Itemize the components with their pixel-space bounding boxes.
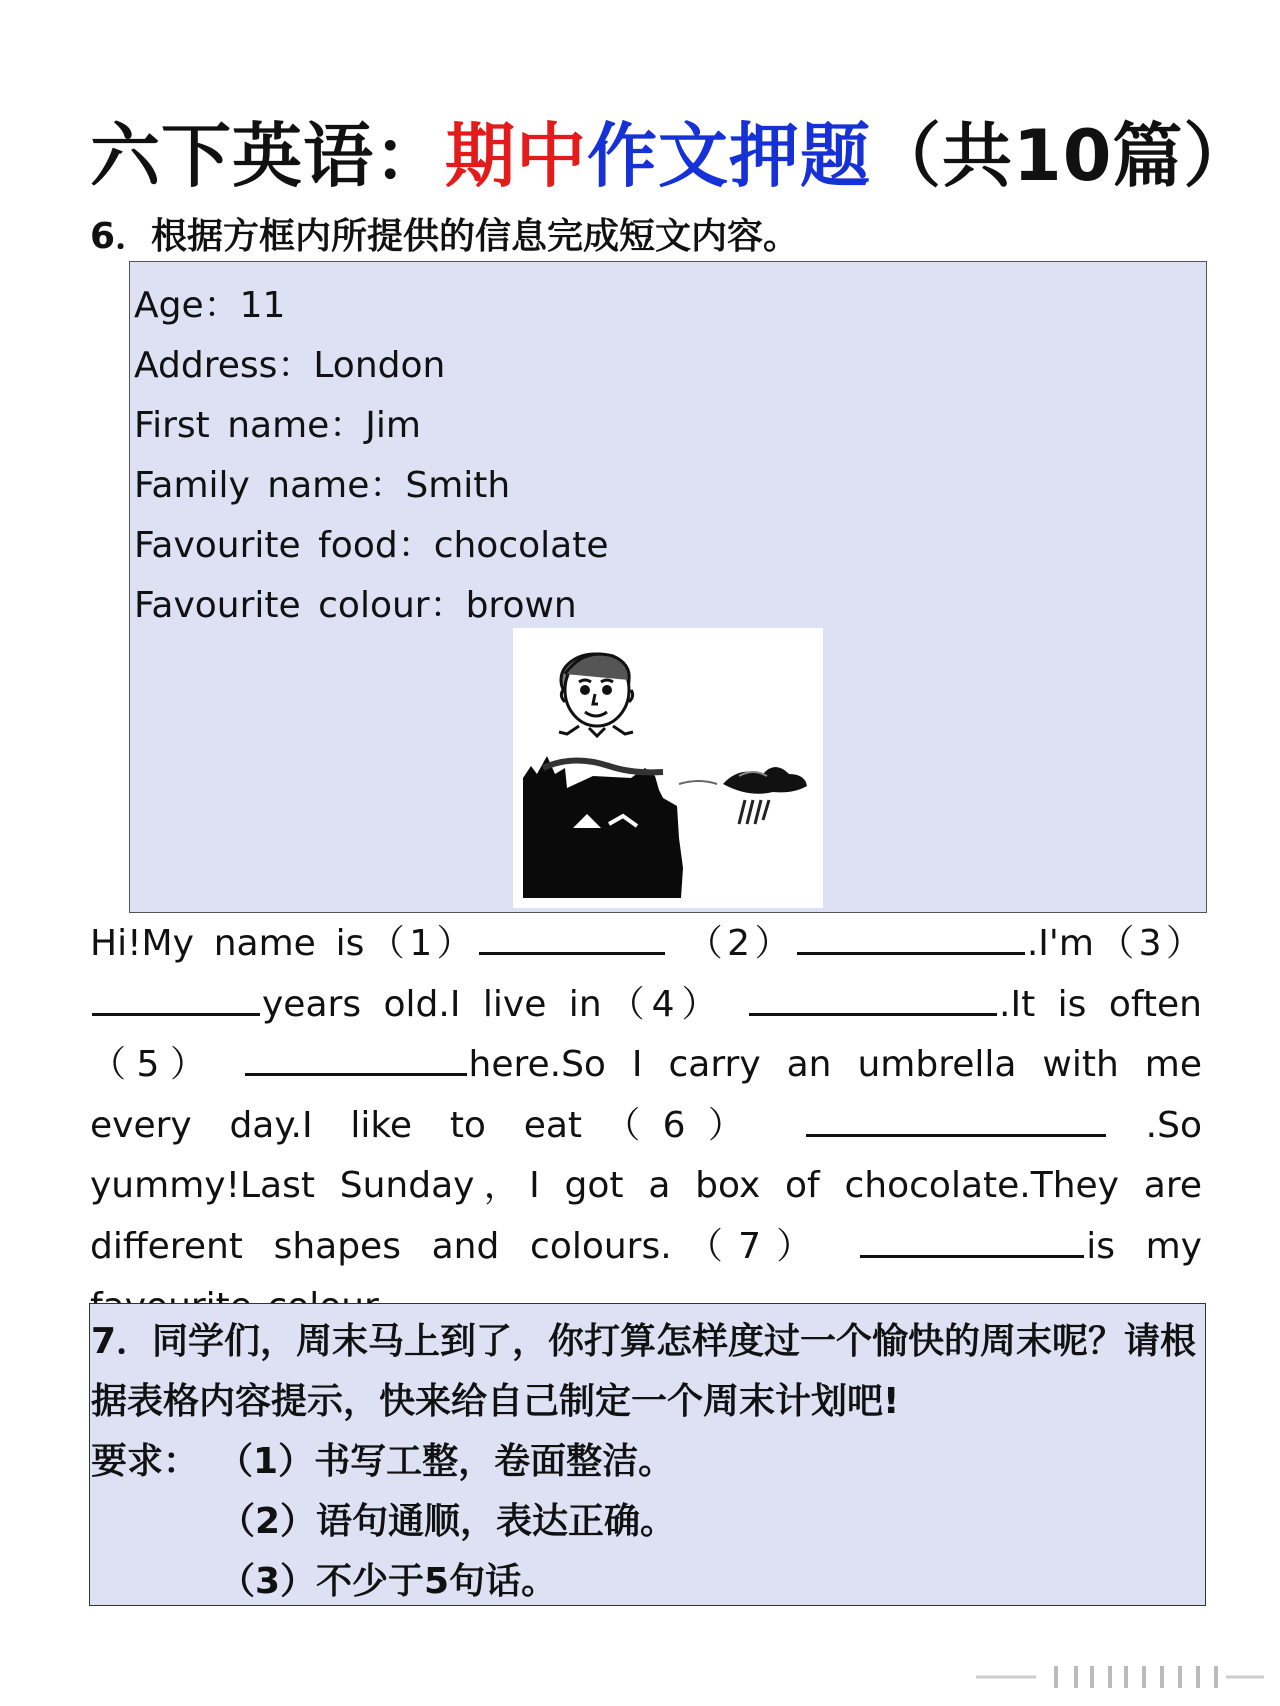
blank-4[interactable]: [749, 979, 997, 1016]
passage-text-4: years old.I live in（4）: [262, 983, 725, 1025]
requirement-row-1: [91, 1432, 1201, 1492]
requirements-label: 要求：: [91, 1441, 200, 1482]
page-title: [90, 100, 1254, 201]
info-list: [134, 276, 608, 636]
blank-1[interactable]: [479, 918, 665, 955]
passage-text-8: is my: [1086, 1225, 1202, 1267]
blank-6[interactable]: [806, 1100, 1106, 1137]
requirement-1: （1）书写工整，卷面整洁。: [217, 1441, 675, 1482]
blank-7[interactable]: [860, 1221, 1084, 1258]
passage-text-6: here.So I carry an umbrella with me every day.I like to eat（6）: [90, 1044, 1202, 1146]
title-part-midterm: 期中: [445, 115, 587, 197]
tower-bridge-icon: [523, 756, 683, 898]
info-family-name: Family name：Smith: [134, 465, 511, 506]
blank-5[interactable]: [245, 1039, 467, 1076]
rain-cloud-icon: [679, 767, 807, 824]
passage-text-3: .I'm（3）: [1026, 923, 1202, 964]
question-7-box: [89, 1303, 1206, 1606]
info-favourite-colour: Favourite colour：brown: [134, 585, 577, 626]
passage: [90, 914, 1202, 1338]
question-7-text: [91, 1312, 1201, 1612]
title-part-grade: 六下英语：: [90, 115, 445, 197]
info-favourite-food: Favourite food：chocolate: [134, 525, 609, 566]
passage-text-1: Hi!My name is（1）: [90, 923, 477, 964]
watermark-stripes-icon: [976, 1662, 1266, 1692]
question-7-prompt: 7．同学们，周末马上到了，你打算怎样度过一个愉快的周末呢？请根据表格内容提示，快来给自己制定一个周末计划吧!: [91, 1321, 1197, 1422]
title-part-count: （共10篇）: [871, 115, 1255, 197]
passage-text-7: .So yummy!Last Sunday，I got a box of chocolate.They are different shapes and colours.（7）: [90, 1104, 1202, 1267]
boy-face-icon: [559, 654, 633, 736]
blank-3[interactable]: [92, 979, 260, 1016]
blank-2[interactable]: [797, 918, 1025, 955]
requirement-2: （2）语句通顺，表达正确。: [219, 1501, 677, 1542]
info-box: [129, 261, 1207, 913]
requirement-3: （3）不少于5句话。: [219, 1561, 558, 1602]
info-first-name: First name：Jim: [134, 405, 421, 446]
info-age: Age：11: [134, 285, 286, 326]
info-address: Address：London: [134, 345, 446, 386]
boy-london-rain-illustration: [513, 628, 823, 908]
passage-text-5: .It is often（5）: [90, 983, 1202, 1085]
title-part-essay: 作文押题: [587, 115, 871, 197]
passage-text-2: （2）: [686, 923, 795, 964]
question-6-heading: 6．根据方框内所提供的信息完成短文内容。: [90, 216, 800, 257]
